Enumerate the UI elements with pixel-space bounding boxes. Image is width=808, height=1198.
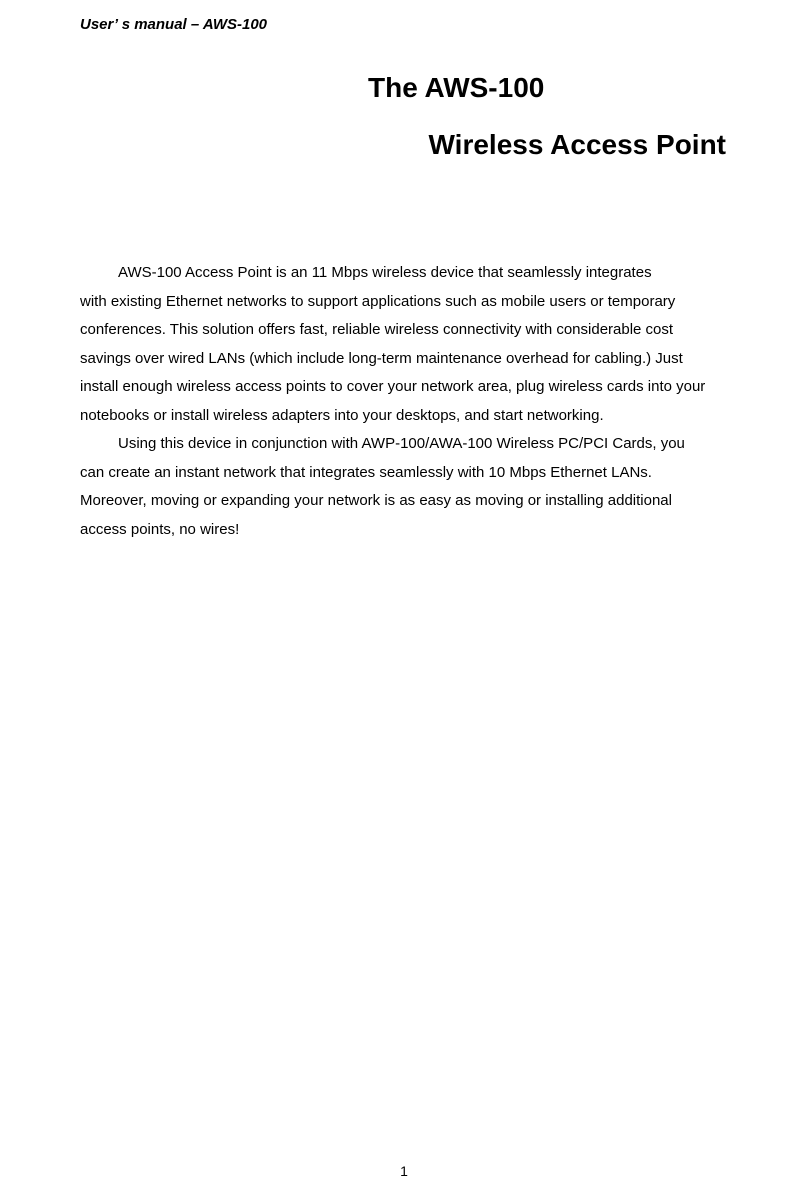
paragraph-1-line-3: conferences. This solution offers fast, reliable wireless connectivity with considerable cost <box>80 321 674 338</box>
paragraph-1-line-1: AWS-100 Access Point is an 11 Mbps wireless device that seamlessly integrates <box>118 264 652 281</box>
paragraph-2-line-3: Moreover, moving or expanding your network is as easy as moving or installing additional <box>80 492 672 509</box>
paragraph-2-line-1: Using this device in conjunction with AWP-100/AWA-100 Wireless PC/PCI Cards, you <box>118 435 685 452</box>
paragraph-1-line-5: install enough wireless access points to cover your network area, plug wireless cards into your <box>80 378 706 395</box>
paragraph-1-line-6: notebooks or install wireless adapters into your desktops, and start networking. <box>80 406 604 424</box>
page-subtitle: Wireless Access Point <box>428 129 726 160</box>
paragraph-1-line-4: savings over wired LANs (which include long-term maintenance overhead for cabling.) Just <box>80 349 683 367</box>
title-block <box>306 72 726 192</box>
paragraph-2-line-2: can create an instant network that integrates seamlessly with 10 Mbps Ethernet LANs. <box>80 463 652 481</box>
paragraph-2-line-4: access points, no wires! <box>80 520 240 538</box>
page-title: The AWS-100 <box>368 72 545 103</box>
running-header: User’ s manual – AWS-100 <box>80 16 268 33</box>
page-number: 1 <box>400 1163 408 1179</box>
body-text <box>80 259 740 544</box>
paragraph-1-line-2: with existing Ethernet networks to support applications such as mobile users or temporary <box>80 292 676 310</box>
